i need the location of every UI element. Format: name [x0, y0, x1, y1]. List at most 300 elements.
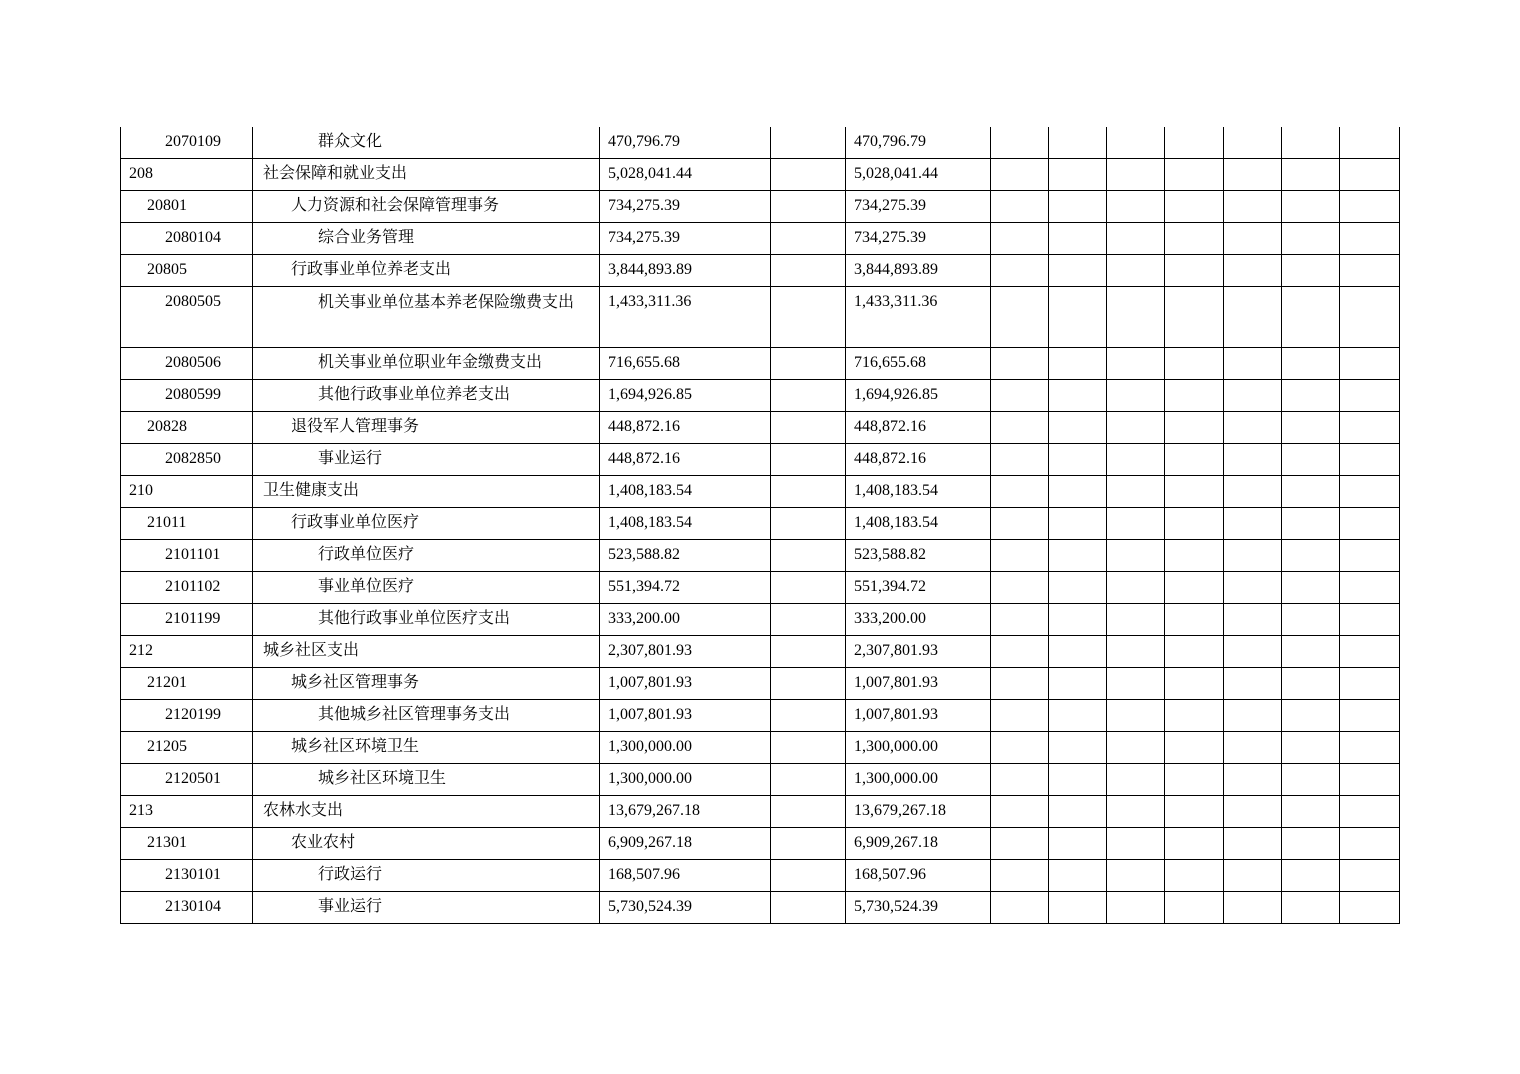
empty-cell [1107, 860, 1165, 892]
table-row [121, 828, 1400, 860]
total-amount-cell: 13,679,267.18 [600, 796, 771, 828]
empty-cell [1224, 255, 1282, 287]
empty-cell [1107, 127, 1165, 159]
empty-cell [1282, 860, 1340, 892]
empty-cell [991, 380, 1049, 412]
total-amount-cell: 168,507.96 [600, 860, 771, 892]
table-row [121, 700, 1400, 732]
empty-cell [1165, 572, 1224, 604]
empty-cell [991, 796, 1049, 828]
account-code-cell: 208 [121, 159, 253, 191]
empty-cell [771, 860, 846, 892]
empty-cell [1224, 860, 1282, 892]
empty-cell [1165, 892, 1224, 924]
empty-cell [1282, 348, 1340, 380]
basic-expenditure-cell: 1,300,000.00 [846, 732, 991, 764]
table-row [121, 223, 1400, 255]
total-amount-cell: 551,394.72 [600, 572, 771, 604]
empty-cell [1165, 796, 1224, 828]
empty-cell [1282, 287, 1340, 348]
empty-cell [1282, 892, 1340, 924]
empty-cell [991, 508, 1049, 540]
empty-cell [1049, 636, 1107, 668]
empty-cell [1165, 191, 1224, 223]
basic-expenditure-cell: 333,200.00 [846, 604, 991, 636]
total-amount-cell: 470,796.79 [600, 127, 771, 159]
account-code-cell: 21011 [121, 508, 253, 540]
total-amount-cell: 448,872.16 [600, 412, 771, 444]
empty-cell [771, 828, 846, 860]
basic-expenditure-cell: 470,796.79 [846, 127, 991, 159]
account-code-cell: 21205 [121, 732, 253, 764]
empty-cell [1282, 764, 1340, 796]
empty-cell [1165, 764, 1224, 796]
table-row [121, 732, 1400, 764]
empty-cell [1049, 540, 1107, 572]
empty-cell [771, 892, 846, 924]
empty-cell [1165, 380, 1224, 412]
account-code-cell: 2120501 [121, 764, 253, 796]
empty-cell [991, 287, 1049, 348]
empty-cell [1340, 348, 1400, 380]
empty-cell [1282, 796, 1340, 828]
total-amount-cell: 734,275.39 [600, 223, 771, 255]
total-amount-cell: 1,300,000.00 [600, 732, 771, 764]
empty-cell [771, 412, 846, 444]
empty-cell [771, 540, 846, 572]
empty-cell [1049, 572, 1107, 604]
empty-cell [771, 380, 846, 412]
empty-cell [1224, 380, 1282, 412]
account-name-cell: 社会保障和就业支出 [253, 159, 600, 191]
empty-cell [1165, 348, 1224, 380]
empty-cell [1282, 636, 1340, 668]
empty-cell [771, 636, 846, 668]
empty-cell [771, 732, 846, 764]
table-row [121, 892, 1400, 924]
account-code-cell: 2130101 [121, 860, 253, 892]
empty-cell [1107, 348, 1165, 380]
empty-cell [1107, 732, 1165, 764]
empty-cell [1107, 604, 1165, 636]
basic-expenditure-cell: 1,300,000.00 [846, 764, 991, 796]
table-row [121, 572, 1400, 604]
account-name-cell: 其他行政事业单位医疗支出 [253, 604, 600, 636]
empty-cell [991, 636, 1049, 668]
total-amount-cell: 1,433,311.36 [600, 287, 771, 348]
empty-cell [991, 828, 1049, 860]
account-name-cell: 群众文化 [253, 127, 600, 159]
empty-cell [1282, 668, 1340, 700]
account-name-cell: 行政事业单位养老支出 [253, 255, 600, 287]
empty-cell [1049, 348, 1107, 380]
basic-expenditure-cell: 5,028,041.44 [846, 159, 991, 191]
table-row [121, 127, 1400, 159]
table-body [121, 127, 1400, 924]
account-name-cell: 其他城乡社区管理事务支出 [253, 700, 600, 732]
account-code-cell: 2070109 [121, 127, 253, 159]
table-row [121, 764, 1400, 796]
account-name-cell: 综合业务管理 [253, 223, 600, 255]
empty-cell [991, 255, 1049, 287]
empty-cell [1165, 255, 1224, 287]
total-amount-cell: 3,844,893.89 [600, 255, 771, 287]
basic-expenditure-cell: 716,655.68 [846, 348, 991, 380]
empty-cell [1282, 732, 1340, 764]
empty-cell [1224, 796, 1282, 828]
basic-expenditure-cell: 1,007,801.93 [846, 668, 991, 700]
table-row [121, 508, 1400, 540]
empty-cell [1049, 668, 1107, 700]
empty-cell [1049, 191, 1107, 223]
account-name-cell: 城乡社区环境卫生 [253, 764, 600, 796]
account-code-cell: 2080505 [121, 287, 253, 348]
empty-cell [991, 860, 1049, 892]
total-amount-cell: 716,655.68 [600, 348, 771, 380]
empty-cell [1224, 604, 1282, 636]
empty-cell [771, 668, 846, 700]
empty-cell [1165, 732, 1224, 764]
empty-cell [771, 223, 846, 255]
account-name-cell: 行政单位医疗 [253, 540, 600, 572]
empty-cell [1282, 444, 1340, 476]
empty-cell [1107, 255, 1165, 287]
empty-cell [1224, 127, 1282, 159]
empty-cell [1107, 668, 1165, 700]
table-row [121, 159, 1400, 191]
empty-cell [1049, 159, 1107, 191]
empty-cell [771, 287, 846, 348]
empty-cell [1049, 860, 1107, 892]
empty-cell [1282, 191, 1340, 223]
empty-cell [1049, 892, 1107, 924]
empty-cell [771, 572, 846, 604]
empty-cell [1165, 860, 1224, 892]
account-name-cell: 城乡社区管理事务 [253, 668, 600, 700]
empty-cell [1224, 412, 1282, 444]
basic-expenditure-cell: 1,694,926.85 [846, 380, 991, 412]
empty-cell [1282, 412, 1340, 444]
empty-cell [1224, 540, 1282, 572]
empty-cell [1282, 540, 1340, 572]
empty-cell [991, 604, 1049, 636]
empty-cell [1340, 412, 1400, 444]
account-code-cell: 21301 [121, 828, 253, 860]
total-amount-cell: 1,007,801.93 [600, 700, 771, 732]
empty-cell [991, 892, 1049, 924]
empty-cell [991, 764, 1049, 796]
empty-cell [1224, 508, 1282, 540]
account-code-cell: 212 [121, 636, 253, 668]
account-code-cell: 2080104 [121, 223, 253, 255]
empty-cell [991, 444, 1049, 476]
account-name-cell: 农林水支出 [253, 796, 600, 828]
table-row [121, 604, 1400, 636]
empty-cell [991, 159, 1049, 191]
empty-cell [1282, 508, 1340, 540]
account-code-cell: 2120199 [121, 700, 253, 732]
empty-cell [1340, 159, 1400, 191]
empty-cell [1340, 255, 1400, 287]
empty-cell [1224, 572, 1282, 604]
account-name-cell: 行政运行 [253, 860, 600, 892]
empty-cell [1107, 223, 1165, 255]
empty-cell [1282, 828, 1340, 860]
total-amount-cell: 1,694,926.85 [600, 380, 771, 412]
account-code-cell: 2101199 [121, 604, 253, 636]
basic-expenditure-cell: 523,588.82 [846, 540, 991, 572]
empty-cell [1049, 380, 1107, 412]
empty-cell [1340, 223, 1400, 255]
empty-cell [1224, 892, 1282, 924]
basic-expenditure-cell: 168,507.96 [846, 860, 991, 892]
empty-cell [1340, 508, 1400, 540]
account-name-cell: 人力资源和社会保障管理事务 [253, 191, 600, 223]
table-row [121, 476, 1400, 508]
basic-expenditure-cell: 1,007,801.93 [846, 700, 991, 732]
total-amount-cell: 333,200.00 [600, 604, 771, 636]
empty-cell [1107, 764, 1165, 796]
total-amount-cell: 448,872.16 [600, 444, 771, 476]
empty-cell [991, 540, 1049, 572]
empty-cell [1282, 700, 1340, 732]
empty-cell [1165, 636, 1224, 668]
empty-cell [771, 348, 846, 380]
basic-expenditure-cell: 5,730,524.39 [846, 892, 991, 924]
empty-cell [1340, 860, 1400, 892]
empty-cell [1340, 764, 1400, 796]
empty-cell [1224, 159, 1282, 191]
empty-cell [991, 348, 1049, 380]
empty-cell [1224, 764, 1282, 796]
empty-cell [1107, 540, 1165, 572]
account-name-cell: 其他行政事业单位养老支出 [253, 380, 600, 412]
table-row [121, 860, 1400, 892]
empty-cell [1165, 604, 1224, 636]
empty-cell [1107, 444, 1165, 476]
empty-cell [771, 604, 846, 636]
basic-expenditure-cell: 6,909,267.18 [846, 828, 991, 860]
empty-cell [1224, 636, 1282, 668]
account-name-cell: 退役军人管理事务 [253, 412, 600, 444]
account-name-cell: 事业单位医疗 [253, 572, 600, 604]
basic-expenditure-cell: 734,275.39 [846, 191, 991, 223]
account-code-cell: 210 [121, 476, 253, 508]
total-amount-cell: 5,028,041.44 [600, 159, 771, 191]
empty-cell [1224, 287, 1282, 348]
basic-expenditure-cell: 1,433,311.36 [846, 287, 991, 348]
empty-cell [1049, 764, 1107, 796]
account-name-cell: 机关事业单位基本养老保险缴费支出 [253, 287, 600, 348]
empty-cell [1340, 380, 1400, 412]
account-code-cell: 213 [121, 796, 253, 828]
empty-cell [1165, 223, 1224, 255]
table-row [121, 191, 1400, 223]
basic-expenditure-cell: 551,394.72 [846, 572, 991, 604]
empty-cell [1049, 127, 1107, 159]
empty-cell [991, 412, 1049, 444]
empty-cell [1340, 892, 1400, 924]
empty-cell [771, 764, 846, 796]
empty-cell [1340, 668, 1400, 700]
budget-table [120, 127, 1400, 924]
empty-cell [1049, 604, 1107, 636]
empty-cell [1165, 476, 1224, 508]
empty-cell [1282, 572, 1340, 604]
empty-cell [991, 700, 1049, 732]
empty-cell [771, 700, 846, 732]
account-name-cell: 行政事业单位医疗 [253, 508, 600, 540]
empty-cell [1224, 223, 1282, 255]
empty-cell [1224, 732, 1282, 764]
empty-cell [1107, 191, 1165, 223]
empty-cell [991, 668, 1049, 700]
empty-cell [1165, 668, 1224, 700]
empty-cell [1282, 476, 1340, 508]
empty-cell [1049, 255, 1107, 287]
empty-cell [1165, 828, 1224, 860]
empty-cell [991, 127, 1049, 159]
empty-cell [771, 255, 846, 287]
empty-cell [991, 572, 1049, 604]
account-code-cell: 2101102 [121, 572, 253, 604]
basic-expenditure-cell: 3,844,893.89 [846, 255, 991, 287]
empty-cell [1165, 412, 1224, 444]
empty-cell [1340, 796, 1400, 828]
account-code-cell: 20805 [121, 255, 253, 287]
table-row [121, 444, 1400, 476]
basic-expenditure-cell: 2,307,801.93 [846, 636, 991, 668]
total-amount-cell: 1,007,801.93 [600, 668, 771, 700]
empty-cell [1165, 127, 1224, 159]
empty-cell [1224, 444, 1282, 476]
empty-cell [1049, 732, 1107, 764]
table-row [121, 636, 1400, 668]
empty-cell [1107, 380, 1165, 412]
total-amount-cell: 1,408,183.54 [600, 476, 771, 508]
account-code-cell: 21201 [121, 668, 253, 700]
empty-cell [1340, 828, 1400, 860]
empty-cell [771, 191, 846, 223]
empty-cell [1165, 508, 1224, 540]
empty-cell [1165, 444, 1224, 476]
empty-cell [1049, 444, 1107, 476]
account-code-cell: 20828 [121, 412, 253, 444]
empty-cell [1340, 572, 1400, 604]
empty-cell [1282, 223, 1340, 255]
account-code-cell: 2101101 [121, 540, 253, 572]
empty-cell [1107, 159, 1165, 191]
table-row [121, 412, 1400, 444]
empty-cell [1165, 540, 1224, 572]
empty-cell [1224, 348, 1282, 380]
account-name-cell: 农业农村 [253, 828, 600, 860]
empty-cell [1282, 255, 1340, 287]
account-name-cell: 事业运行 [253, 892, 600, 924]
empty-cell [1049, 412, 1107, 444]
basic-expenditure-cell: 1,408,183.54 [846, 508, 991, 540]
empty-cell [1049, 223, 1107, 255]
account-code-cell: 2080599 [121, 380, 253, 412]
account-code-cell: 20801 [121, 191, 253, 223]
empty-cell [1340, 732, 1400, 764]
empty-cell [1340, 604, 1400, 636]
total-amount-cell: 1,408,183.54 [600, 508, 771, 540]
empty-cell [1340, 700, 1400, 732]
empty-cell [1340, 636, 1400, 668]
basic-expenditure-cell: 13,679,267.18 [846, 796, 991, 828]
empty-cell [1165, 159, 1224, 191]
total-amount-cell: 523,588.82 [600, 540, 771, 572]
empty-cell [771, 508, 846, 540]
empty-cell [991, 732, 1049, 764]
total-amount-cell: 5,730,524.39 [600, 892, 771, 924]
table-row [121, 796, 1400, 828]
empty-cell [991, 223, 1049, 255]
empty-cell [1107, 700, 1165, 732]
empty-cell [1107, 572, 1165, 604]
empty-cell [1049, 476, 1107, 508]
empty-cell [1224, 476, 1282, 508]
account-name-cell: 卫生健康支出 [253, 476, 600, 508]
empty-cell [771, 476, 846, 508]
basic-expenditure-cell: 448,872.16 [846, 412, 991, 444]
empty-cell [1282, 159, 1340, 191]
table-row [121, 668, 1400, 700]
basic-expenditure-cell: 734,275.39 [846, 223, 991, 255]
basic-expenditure-cell: 1,408,183.54 [846, 476, 991, 508]
empty-cell [1107, 796, 1165, 828]
empty-cell [1282, 604, 1340, 636]
account-code-cell: 2082850 [121, 444, 253, 476]
empty-cell [1107, 828, 1165, 860]
empty-cell [1340, 444, 1400, 476]
empty-cell [1282, 380, 1340, 412]
table-row [121, 540, 1400, 572]
empty-cell [1224, 668, 1282, 700]
account-name-cell: 城乡社区环境卫生 [253, 732, 600, 764]
total-amount-cell: 6,909,267.18 [600, 828, 771, 860]
empty-cell [1165, 700, 1224, 732]
empty-cell [1049, 796, 1107, 828]
empty-cell [1165, 287, 1224, 348]
empty-cell [1224, 191, 1282, 223]
total-amount-cell: 1,300,000.00 [600, 764, 771, 796]
empty-cell [771, 159, 846, 191]
empty-cell [1107, 476, 1165, 508]
empty-cell [1107, 287, 1165, 348]
empty-cell [1224, 700, 1282, 732]
account-code-cell: 2130104 [121, 892, 253, 924]
empty-cell [1340, 540, 1400, 572]
table-row [121, 255, 1400, 287]
empty-cell [991, 191, 1049, 223]
empty-cell [1049, 700, 1107, 732]
empty-cell [771, 127, 846, 159]
account-code-cell: 2080506 [121, 348, 253, 380]
table-row [121, 348, 1400, 380]
total-amount-cell: 734,275.39 [600, 191, 771, 223]
table-row [121, 287, 1400, 348]
account-name-cell: 事业运行 [253, 444, 600, 476]
empty-cell [1340, 191, 1400, 223]
empty-cell [771, 796, 846, 828]
total-amount-cell: 2,307,801.93 [600, 636, 771, 668]
empty-cell [1340, 287, 1400, 348]
empty-cell [1340, 476, 1400, 508]
empty-cell [1340, 127, 1400, 159]
empty-cell [1107, 636, 1165, 668]
